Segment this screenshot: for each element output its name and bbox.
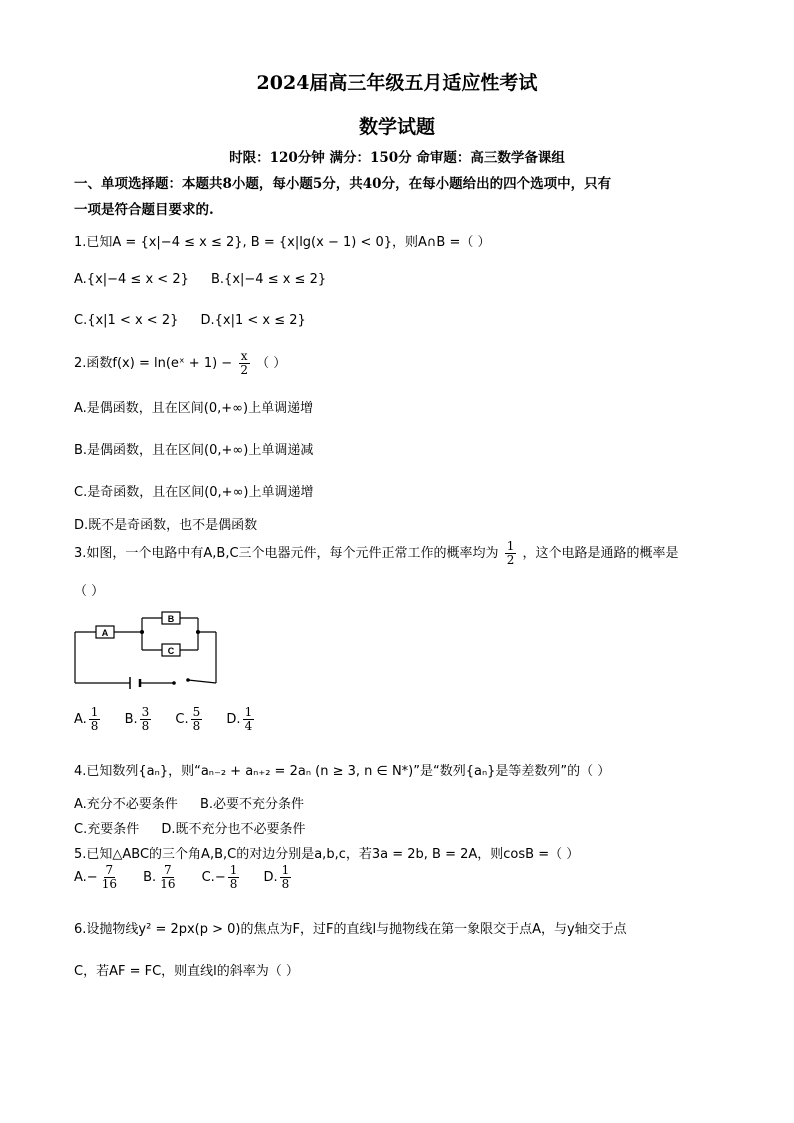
exam-info: 时限：120分钟 满分：150分 命审题：高三数学备课组	[229, 150, 565, 166]
q5-option-b	[143, 864, 179, 891]
subject-title: 数学试题	[358, 116, 435, 138]
q1-options-row2	[74, 313, 324, 328]
q4-option-d: D.既不充分也不必要条件	[161, 822, 306, 837]
component-a-label: A	[101, 628, 109, 638]
q3-option-a-num: 1	[90, 705, 99, 719]
q2-stem	[74, 350, 286, 377]
exam-title: 2024届高三年级五月适应性考试	[256, 72, 538, 94]
q3-option-c-den: 8	[192, 719, 201, 733]
q3-stem-line2: （ ）	[74, 584, 105, 599]
q3-option-b	[125, 706, 154, 733]
q2-option-d: D.既不是奇函数，也不是偶函数	[74, 518, 258, 533]
circuit-diagram	[70, 606, 230, 692]
q2-fraction	[238, 350, 250, 377]
q5-option-d-num: 1	[281, 863, 290, 877]
q3-frac-denominator: 2	[506, 553, 515, 567]
q2-frac-denominator: 2	[240, 363, 248, 377]
q3-option-a-frac	[89, 706, 101, 733]
q3-option-b-frac	[140, 706, 152, 733]
q3-fraction	[505, 540, 517, 567]
q5-options	[74, 864, 311, 891]
q5-option-b-label: B.	[143, 870, 157, 885]
q5-option-b-frac	[158, 864, 177, 891]
q3-option-c	[175, 706, 204, 733]
q3-option-a-label: A.	[74, 712, 87, 727]
q3-option-d-num: 1	[244, 705, 253, 719]
q5-option-d-label: D.	[263, 870, 278, 885]
q2-frac-numerator: x	[240, 349, 248, 363]
q6-stem-line1: 6.设抛物线y² = 2px(p > 0)的焦点为F，过F的直线l与抛物线在第一象限交于点A，与y轴交于点	[74, 922, 627, 937]
q3-option-a	[74, 706, 102, 733]
q5-option-a-den: 16	[101, 877, 117, 891]
q2-option-c: C.是奇函数，且在区间(0,+∞)上单调递增	[74, 485, 314, 500]
q1-option-d: D.{x|1 < x ≤ 2}	[200, 313, 306, 328]
q1-option-c: C.{x|1 < x < 2}	[74, 313, 179, 328]
q3-option-d-label: D.	[226, 712, 241, 727]
q1-stem: 1.已知A = {x|−4 ≤ x ≤ 2}, B = {x|lg(x − 1) < 0}，则A∩B =（ ）	[74, 235, 491, 250]
component-c-label: C	[167, 646, 175, 656]
q4-option-a: A.充分不必要条件	[74, 797, 178, 812]
q4-option-b: B.必要不充分条件	[199, 797, 305, 812]
q2-stem-pre: 2.函数f(x) = ln(eˣ + 1) −	[74, 356, 233, 371]
q5-option-b-den: 16	[160, 877, 176, 891]
component-b-label: B	[167, 614, 175, 624]
q5-option-c	[202, 864, 242, 891]
q5-option-c-num: 1	[229, 863, 238, 877]
q3-option-b-num: 3	[141, 705, 150, 719]
q3-option-d-den: 4	[244, 719, 253, 733]
q3-options	[74, 706, 274, 733]
q1-option-b: B.{x|−4 ≤ x ≤ 2}	[211, 272, 327, 287]
q5-option-c-den: 8	[229, 877, 238, 891]
q3-frac-numerator: 1	[506, 539, 515, 553]
q3-stem	[74, 540, 679, 567]
q2-stem-post: （ ）	[256, 356, 287, 371]
q2-option-a: A.是偶函数，且在区间(0,+∞)上单调递增	[74, 401, 314, 416]
q5-option-c-frac	[228, 864, 240, 891]
q5-option-a-label: A.−	[74, 870, 98, 885]
q1-options-row1	[74, 272, 344, 287]
q3-stem-pre: 3.如图，一个电路中有A,B,C三个电器元件，每个元件正常工作的概率均为	[74, 546, 499, 561]
section-heading-line1: 一、单项选择题：本题共8小题，每小题5分，共40分，在每小题给出的四个选项中，只有	[74, 176, 612, 192]
q4-option-c: C.充要条件	[74, 822, 140, 837]
q5-option-d-frac	[280, 864, 292, 891]
q5-option-a	[74, 864, 121, 891]
q1-option-a: A.{x|−4 ≤ x < 2}	[74, 272, 189, 287]
q3-option-d-frac	[243, 706, 255, 733]
q5-option-a-frac	[100, 864, 119, 891]
q3-option-c-label: C.	[175, 712, 189, 727]
q5-option-d-den: 8	[281, 877, 290, 891]
q4-options-row2	[74, 818, 324, 837]
q6-stem-line2: C，若AF = FC，则直线l的斜率为（ ）	[74, 964, 299, 979]
q3-option-c-frac	[191, 706, 203, 733]
q3-option-c-num: 5	[192, 705, 201, 719]
q5-option-c-label: C.−	[201, 870, 226, 885]
q5-option-a-num: 7	[105, 863, 114, 877]
q4-options-row1	[74, 793, 322, 812]
q3-option-d	[226, 706, 256, 733]
q5-option-b-num: 7	[164, 863, 172, 877]
q3-option-a-den: 8	[90, 719, 99, 733]
q3-option-b-label: B.	[124, 712, 138, 727]
q5-stem: 5.已知△ABC的三个角A,B,C的对边分别是a,b,c，若3a = 2b, B = 2A，则cosB =（ ）	[74, 847, 580, 862]
q5-option-d	[264, 864, 294, 891]
section-heading-line2: 一项是符合题目要求的.	[74, 202, 214, 218]
q4-stem: 4.已知数列{aₙ}，则“aₙ₋₂ + aₙ₊₂ = 2aₙ (n ≥ 3, n ∈ N*)”是“数列{aₙ}是等差数列”的（ ）	[74, 764, 611, 779]
q3-stem-post: ，这个电路是通路的概率是	[522, 546, 679, 561]
q2-option-b: B.是偶函数，且在区间(0,+∞)上单调递减	[74, 443, 314, 458]
q3-option-b-den: 8	[141, 719, 150, 733]
